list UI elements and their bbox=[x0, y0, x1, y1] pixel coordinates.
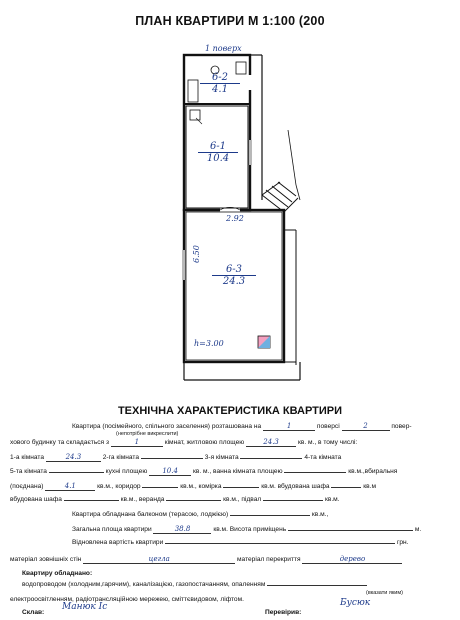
room-area: 10.4 bbox=[206, 153, 230, 164]
walls-value: цегла bbox=[83, 555, 235, 564]
equip-title: Квартиру обладнано: bbox=[22, 570, 93, 577]
label: матеріал зовнішніх стін bbox=[10, 556, 82, 563]
label: кв.м., веранда bbox=[120, 496, 165, 503]
bath-blank bbox=[284, 472, 346, 473]
pantry-blank bbox=[223, 487, 259, 488]
tech-line-5 bbox=[10, 482, 376, 491]
floors-value: 2 bbox=[342, 422, 390, 431]
room-6-1 bbox=[198, 141, 238, 164]
label: кв.м., комірка bbox=[180, 483, 222, 490]
room-id: 6-2 bbox=[200, 72, 240, 84]
room-6-3 bbox=[212, 264, 256, 287]
tech-line-1 bbox=[72, 422, 412, 431]
label: 5-та кімната bbox=[10, 468, 47, 475]
label: кв.м bbox=[363, 483, 377, 490]
closet-blank bbox=[331, 487, 361, 488]
balcony-blank bbox=[230, 515, 310, 516]
made-signature: Манюк Іс bbox=[62, 602, 108, 612]
label: вбудована шафа bbox=[10, 496, 62, 503]
bathtub-icon bbox=[188, 80, 198, 102]
room1-value: 24.3 bbox=[46, 453, 101, 462]
room3-blank bbox=[240, 458, 302, 459]
label: кв. м., ванна кімната площею bbox=[192, 468, 283, 475]
height-blank bbox=[288, 530, 413, 531]
cost-blank bbox=[165, 543, 395, 544]
dim-height: h=3.00 bbox=[194, 339, 224, 348]
dim-door: 2.92 bbox=[226, 214, 244, 223]
tech-line-2 bbox=[10, 438, 357, 447]
room5-blank bbox=[49, 472, 104, 473]
label: поверсі bbox=[316, 423, 340, 430]
ceiling-value: дерево bbox=[302, 555, 402, 564]
tech-line-8 bbox=[72, 525, 421, 534]
tech-line-12: електроосвітленням, радіотрансляційною мережею, сміттєвидовом, ліфтом. bbox=[10, 596, 244, 603]
floor-value: 1 bbox=[263, 422, 315, 431]
room-id: 6-3 bbox=[212, 264, 256, 276]
label: хового будинку та складається з bbox=[10, 439, 109, 446]
rooms-value: 1 bbox=[111, 438, 163, 447]
label: м. bbox=[414, 526, 422, 533]
basement-blank bbox=[263, 500, 323, 501]
room-area: 24.3 bbox=[222, 276, 246, 287]
heater-icon bbox=[258, 336, 270, 348]
note-strike: (непотрібне викреслити) bbox=[116, 431, 179, 437]
label: Квартира обладнана балконом (терасою, лоджією) bbox=[72, 511, 229, 518]
kitchen-value: 10.4 bbox=[149, 467, 191, 476]
room-area: 4.1 bbox=[212, 84, 228, 95]
heating-blank bbox=[267, 585, 367, 586]
tech-line-10 bbox=[10, 555, 402, 564]
label: грн. bbox=[396, 539, 409, 546]
label: 2-га кімната bbox=[102, 454, 140, 461]
closet2-blank bbox=[64, 500, 119, 501]
room-id: 6-1 bbox=[198, 141, 238, 153]
checked-label: Перевірив: bbox=[265, 609, 302, 616]
corridor-blank bbox=[142, 487, 178, 488]
label: 4-та кімната bbox=[304, 454, 342, 461]
label: кухні площею bbox=[105, 468, 148, 475]
checked-signature: Бусюк bbox=[340, 598, 371, 608]
veranda-blank bbox=[166, 500, 221, 501]
label: Відновлена вартість квартири bbox=[72, 539, 164, 546]
label: (поєднана) bbox=[10, 483, 44, 490]
label: Квартира (посімейного, спільного заселення) розташована на bbox=[72, 423, 262, 430]
label: кв.м.,вбиральня bbox=[348, 468, 398, 475]
tech-line-6 bbox=[10, 496, 340, 503]
tech-line-4 bbox=[10, 467, 397, 476]
label: 3-я кімната bbox=[204, 454, 239, 461]
made-label: Склав: bbox=[22, 609, 45, 616]
dim-length: 6.50 bbox=[192, 245, 201, 263]
label: кв. м., в тому числі: bbox=[297, 439, 358, 446]
label: Загальна площа квартири bbox=[72, 526, 152, 533]
label: кв.м., коридор bbox=[97, 483, 141, 490]
tech-title: ТЕХНІЧНА ХАРАКТЕРИСТИКА КВАРТИРИ bbox=[117, 405, 343, 417]
tech-line-11 bbox=[22, 581, 367, 588]
wc-value: 4.1 bbox=[45, 482, 95, 491]
room-6-2 bbox=[200, 72, 240, 95]
label: кв.м. Висота приміщень bbox=[213, 526, 287, 533]
living-area-value: 24.3 bbox=[246, 438, 296, 447]
tech-line-9 bbox=[72, 539, 409, 546]
label: кв.м., підвал bbox=[223, 496, 262, 503]
tech-line-7 bbox=[72, 511, 328, 518]
label: кімнат, житловою площею bbox=[164, 439, 245, 446]
label: матеріал перекриття bbox=[237, 556, 301, 563]
stove-icon bbox=[190, 110, 200, 120]
floor-note: 1 поверх bbox=[205, 44, 242, 53]
label: кв.м. bbox=[324, 496, 340, 503]
total-area-value: 38.8 bbox=[153, 525, 211, 534]
room2-blank bbox=[141, 458, 203, 459]
label: водопроводом (холодним,гарячим), каналізацією, газопостачанням, опаленням bbox=[22, 581, 266, 588]
label: повер- bbox=[391, 423, 412, 430]
heating-note: (вказати яким) bbox=[366, 590, 403, 596]
label: кв.м. вбудована шафа bbox=[261, 483, 330, 490]
label: кв.м., bbox=[311, 511, 329, 518]
label: 1-а кімната bbox=[10, 454, 45, 461]
tech-line-3 bbox=[10, 453, 341, 462]
page-title: ПЛАН КВАРТИРИ М 1:100 (200 bbox=[135, 14, 325, 28]
